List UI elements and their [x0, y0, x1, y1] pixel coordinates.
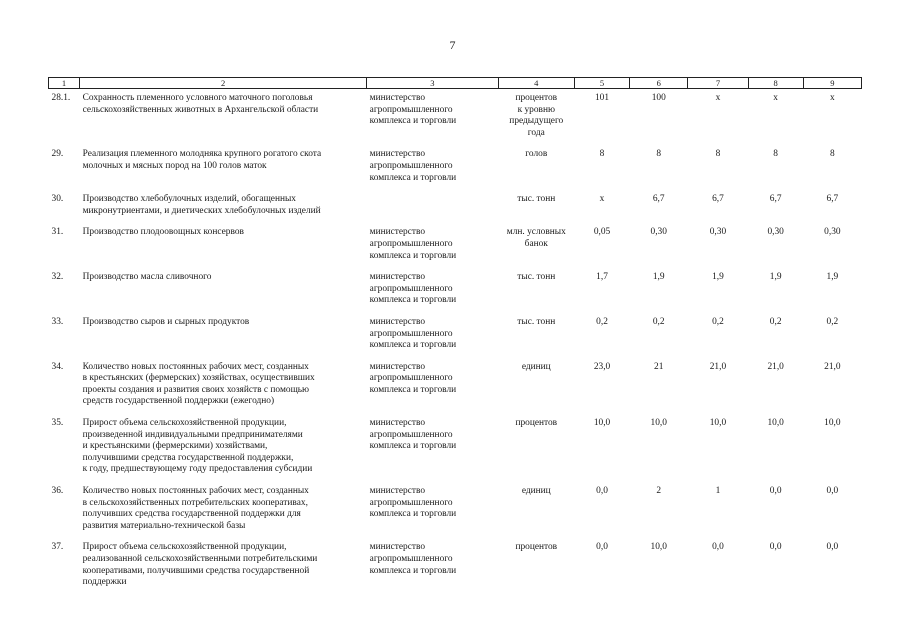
column-header: 9: [803, 78, 861, 89]
executor-line: комплекса и торговли: [369, 172, 457, 183]
executor-line: комплекса и торговли: [369, 565, 457, 576]
executor-line: министерство: [369, 149, 426, 160]
value-v6: 21: [654, 361, 664, 372]
executor: [367, 358, 498, 414]
executor: [367, 538, 498, 594]
row-number: 28.1.: [51, 93, 71, 103]
executor: [367, 223, 498, 268]
indicator-name: [80, 89, 367, 146]
indicator-name-line: Количество новых постоянных рабочих мест, созданных: [82, 361, 309, 372]
executor: [367, 482, 498, 538]
unit: [498, 190, 574, 223]
value-v9: 0,0: [826, 542, 839, 553]
indicator-name-line: получивших средства государственной поддержки для: [82, 509, 301, 520]
value-v7: 1: [715, 486, 721, 497]
indicator-name-line: кооперативами, получившими средства государственной: [82, 565, 310, 576]
executor-line: комплекса и торговли: [369, 295, 457, 306]
value-v9: 10,0: [824, 418, 841, 429]
indicators-table: [48, 77, 862, 595]
row-number: 37.: [51, 542, 64, 553]
column-header: 6: [630, 78, 688, 89]
value-v9: 8: [830, 149, 835, 160]
executor-line: министерство: [369, 486, 426, 497]
indicator-name: [80, 313, 367, 358]
value-v6: 6,7: [652, 194, 665, 205]
table-row: [49, 482, 862, 538]
value-v6: 0,30: [650, 227, 667, 238]
unit-line: единиц: [521, 486, 551, 497]
indicator-name-line: Количество новых постоянных рабочих мест, созданных: [82, 486, 309, 497]
value-v5: 0,0: [596, 486, 608, 497]
unit-line: голов: [525, 149, 548, 160]
value-v6: 100: [651, 93, 666, 103]
value-v5: х: [599, 194, 605, 205]
value-v6: 1,9: [652, 272, 665, 283]
unit-line: тыс. тонн: [517, 194, 556, 205]
executor-line: министерство: [369, 361, 426, 372]
unit: [498, 89, 574, 146]
column-header: 8: [748, 78, 803, 89]
value-v8: 6,7: [769, 194, 782, 205]
value-v6: 8: [656, 149, 662, 160]
value-v5: 23,0: [593, 361, 611, 372]
table-row: [49, 538, 862, 594]
indicator-name: [80, 268, 367, 313]
unit-line: банок: [524, 238, 548, 249]
value-v8: 0,30: [767, 227, 784, 238]
value-v8: 0,0: [769, 542, 782, 553]
value-v6: 10,0: [650, 542, 667, 553]
indicator-name-line: Прирост объема сельскохозяйственной продукции,: [82, 542, 287, 553]
indicator-name-line: сельскохозяйственных животных в Архангельской области: [82, 104, 319, 115]
value-v9: 6,7: [826, 194, 839, 205]
indicator-name-line: Производство сыров и сырных продуктов: [82, 316, 250, 327]
column-header: 3: [367, 78, 498, 89]
unit: [498, 223, 574, 268]
value-v5: 101: [594, 93, 610, 103]
indicator-name: [80, 223, 367, 268]
header-row: [49, 78, 862, 89]
table-row: [49, 268, 862, 313]
executor-line: агропромышленного: [369, 160, 453, 171]
value-v9: 0,2: [826, 316, 839, 327]
indicator-name: [80, 358, 367, 414]
indicator-name-line: Сохранность племенного условного маточного поголовья: [82, 93, 313, 103]
value-v9: 0,0: [826, 486, 839, 497]
executor-line: агропромышленного: [369, 554, 453, 564]
indicator-name-line: в сельскохозяйственных потребительских кооперативах,: [82, 497, 308, 508]
value-v6: 0,2: [652, 316, 665, 327]
unit: [498, 358, 574, 414]
column-header: 7: [688, 78, 748, 89]
indicator-name: [80, 482, 367, 538]
executor-line: министерство: [369, 418, 426, 429]
unit-line: к уровню: [517, 104, 555, 115]
table-row: [49, 89, 862, 146]
executor-line: комплекса и торговли: [369, 509, 457, 520]
indicator-name: [80, 145, 367, 190]
row-number: 29.: [51, 149, 64, 160]
unit-line: тыс. тонн: [517, 316, 556, 327]
indicator-name-line: Реализация племенного молодняка крупного рогатого скота: [82, 149, 322, 160]
row-number: 32.: [51, 272, 64, 283]
column-header: 1: [49, 78, 80, 89]
indicator-name-line: произведенной индивидуальными предпринимателями: [82, 429, 303, 440]
executor-line: комплекса и торговли: [369, 384, 457, 395]
row-number: 36.: [51, 486, 64, 497]
row-number: 33.: [51, 316, 64, 327]
indicator-name-line: Производство хлебобулочных изделий, обогащенных: [82, 194, 296, 205]
indicator-name-line: к году, предшествующему году предоставления субсидии: [82, 464, 313, 475]
table-row: [49, 313, 862, 358]
unit-line: процентов: [515, 542, 558, 553]
unit-line: года: [527, 127, 545, 138]
executor-line: министерство: [369, 93, 426, 103]
value-v7: 0,2: [712, 316, 724, 327]
table-row: [49, 145, 862, 190]
column-header: 2: [80, 78, 367, 89]
value-v9: 0,30: [824, 227, 841, 238]
value-v8: 0,2: [769, 316, 782, 327]
executor: [367, 414, 498, 482]
indicator-name-line: Прирост объема сельскохозяйственной продукции,: [82, 418, 287, 429]
value-v7: 8: [715, 149, 721, 160]
unit: [498, 313, 574, 358]
executor: [367, 268, 498, 313]
indicator-name-line: получившими средства государственной поддержки,: [82, 452, 294, 463]
indicator-name: [80, 538, 367, 594]
executor-line: агропромышленного: [369, 328, 453, 339]
unit-line: процентов: [515, 418, 558, 429]
value-v9: 21,0: [824, 361, 841, 372]
unit-line: млн. условных: [506, 227, 566, 238]
unit: [498, 268, 574, 313]
indicator-name-line: Производство плодоовощных консервов: [82, 227, 244, 238]
value-v8: х: [773, 93, 778, 103]
indicator-name-line: Производство масла сливочного: [82, 272, 212, 283]
value-v8: 1,9: [769, 272, 782, 283]
table-row: [49, 414, 862, 482]
executor-line: агропромышленного: [369, 283, 453, 294]
indicator-name-line: реализованной сельскохозяйственными потребительскими: [82, 554, 318, 564]
row-number: 35.: [51, 418, 64, 429]
value-v7: 10,0: [709, 418, 727, 429]
value-v5: 0,05: [593, 227, 611, 238]
unit-line: единиц: [521, 361, 551, 372]
executor-line: комплекса и торговли: [369, 340, 457, 351]
value-v7: 21,0: [709, 361, 727, 372]
value-v9: 1,9: [826, 272, 839, 283]
row-number: 30.: [51, 194, 64, 205]
value-v5: 0,2: [596, 316, 608, 327]
value-v5: 1,7: [596, 272, 608, 283]
unit-line: предыдущего: [509, 116, 564, 127]
value-v8: 0,0: [769, 486, 782, 497]
value-v8: 21,0: [767, 361, 784, 372]
value-v7: 1,9: [712, 272, 724, 283]
column-header: 5: [574, 78, 629, 89]
row-number: 31.: [51, 227, 64, 238]
unit-line: тыс. тонн: [517, 272, 556, 283]
table-row: [49, 190, 862, 223]
value-v5: 0,0: [596, 542, 608, 553]
value-v5: 10,0: [593, 418, 611, 429]
unit-line: процентов: [515, 93, 558, 103]
value-v7: 6,7: [712, 194, 724, 205]
unit: [498, 145, 574, 190]
indicator-name: [80, 414, 367, 482]
executor-line: комплекса и торговли: [369, 250, 457, 261]
unit: [498, 538, 574, 594]
unit: [498, 482, 574, 538]
table-body: [49, 89, 862, 595]
executor-line: агропромышленного: [369, 104, 453, 115]
indicator-name: [80, 190, 367, 223]
indicator-name-line: средств государственной поддержки (ежегодно): [82, 396, 275, 407]
column-header: 4: [498, 78, 574, 89]
executor: [367, 190, 498, 223]
row-number: 34.: [51, 361, 64, 372]
executor: [367, 89, 498, 146]
value-v8: 8: [773, 149, 778, 160]
value-v5: 8: [599, 149, 605, 160]
executor-line: министерство: [369, 542, 426, 553]
executor-line: комплекса и торговли: [369, 116, 457, 127]
executor-line: министерство: [369, 272, 426, 283]
indicator-name-line: и крестьянскими (фермерскими) хозяйствами,: [82, 441, 268, 452]
table-row: [49, 223, 862, 268]
value-v9: х: [830, 93, 835, 103]
indicator-name-line: в крестьянских (фермерских) хозяйствах, осуществивших: [82, 373, 315, 384]
indicator-name-line: молочных и мясных пород на 100 голов маток: [82, 160, 267, 171]
executor-line: агропромышленного: [369, 429, 453, 440]
table-row: [49, 358, 862, 414]
indicator-name-line: поддержки: [82, 577, 127, 588]
executor: [367, 313, 498, 358]
executor-line: агропромышленного: [369, 373, 453, 384]
executor-line: агропромышленного: [369, 238, 453, 249]
value-v6: 10,0: [650, 418, 667, 429]
value-v7: х: [715, 93, 721, 103]
executor-line: агропромышленного: [369, 497, 453, 508]
value-v7: 0,30: [709, 227, 727, 238]
value-v7: 0,0: [712, 542, 724, 553]
value-v6: 2: [656, 486, 662, 497]
executor: [367, 145, 498, 190]
indicator-name-line: развития материально-технической базы: [82, 520, 246, 531]
indicator-name-line: микронутриентами, и диетических хлебобулочных изделий: [82, 205, 321, 216]
page-number: 7: [449, 38, 456, 52]
indicator-name-line: проекты создания и развития своих хозяйств с помощью: [82, 384, 310, 395]
executor-line: комплекса и торговли: [369, 441, 457, 452]
unit: [498, 414, 574, 482]
executor-line: министерство: [369, 316, 426, 327]
value-v8: 10,0: [767, 418, 784, 429]
executor-line: министерство: [369, 227, 426, 238]
